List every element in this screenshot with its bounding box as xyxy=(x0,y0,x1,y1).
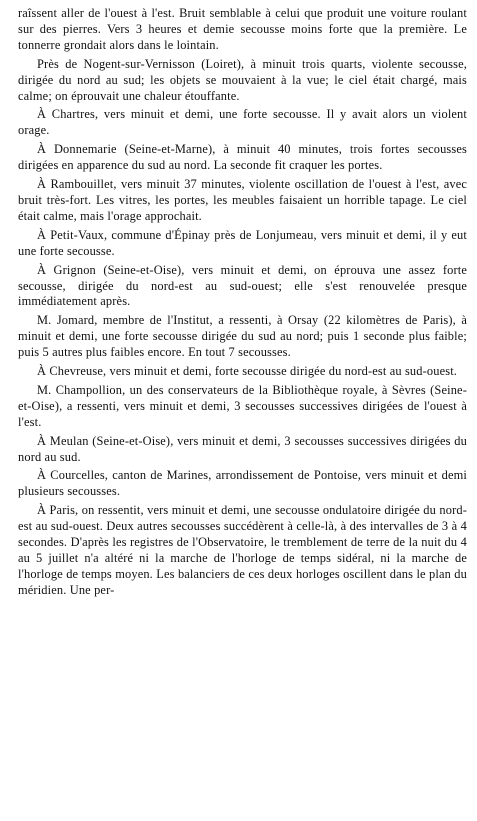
paragraph-paris: À Paris, on ressentit, vers minuit et demi, une secousse ondulatoire dirigée du nord-est au sud-ouest. Deux autres secousses succédèrent à celle-là, à des intervalles de 3 à 4 secondes. D'après les registres de l'Observatoire, le tremblement de terre de la nuit du 4 au 5 juillet n'a altéré ni la marche de l'horloge de temps sidéral, ni la marche de l'horloge de temps moyen. Les balanciers de ces deux horloges oscillent dans le plan du méridien. Une per- xyxy=(18,503,467,597)
paragraph-champollion-sevres: M. Champollion, un des conservateurs de la Bibliothèque royale, à Sèvres (Seine-et-Oise), a ressenti, vers minuit et demi, 3 secousses successives dirigées de l'ouest à l'est. xyxy=(18,382,467,429)
continuation-paragraph: raîssent aller de l'ouest à l'est. Bruit semblable à celui que produit une voiture roulant sur des pierres. Vers 3 heures et demie secousse moins forte que la première. Le tonnerre grondait alors dans le lointain. xyxy=(18,6,467,52)
paragraph-donnemarie: À Donnemarie (Seine-et-Marne), à minuit 40 minutes, trois fortes secousses dirigées en apparence du sud au nord. La seconde fit craquer les portes. xyxy=(18,142,467,173)
paragraph-chevreuse: À Chevreuse, vers minuit et demi, forte secousse dirigée du nord-est au sud-ouest. xyxy=(37,364,458,379)
paragraph-nogent-sur-vernisson: Près de Nogent-sur-Vernisson (Loiret), à minuit trois quarts, violente secousse, dirigée du nord au sud; les objets se mouvaient à la vue; le ciel était chargé, mais calme; on éprouvait une chaleur étouffante. xyxy=(18,56,467,103)
paragraph-courcelles: À Courcelles, canton de Marines, arrondissement de Pontoise, vers minuit et demi plusieurs secousses. xyxy=(18,468,467,499)
paragraph-petit-vaux: À Petit-Vaux, commune d'Épinay près de Lonjumeau, vers minuit et demi, il y eut une forte secousse. xyxy=(18,227,467,258)
page-text-column xyxy=(18,6,467,599)
paragraph-jomard-orsay: M. Jomard, membre de l'Institut, a ressenti, à Orsay (22 kilomètres de Paris), à minuit et demi, une forte secousse dirigée du sud au nord; puis 1 seconde plus faible; puis 5 autres plus faibles encore. En tout 7 secousses. xyxy=(18,313,467,360)
paragraph-grignon: À Grignon (Seine-et-Oise), vers minuit et demi, on éprouva une assez forte secousse, dirigée du nord-est au sud-ouest; elle s'est renouvelée presque immédiatement après. xyxy=(18,262,467,309)
paragraph-chartres: À Chartres, vers minuit et demi, une forte secousse. Il y avait alors un violent orage. xyxy=(18,107,467,138)
paragraph-meulan: À Meulan (Seine-et-Oise), vers minuit et demi, 3 secousses successives dirigées du nord au sud. xyxy=(18,433,467,464)
paragraph-rambouillet: À Rambouillet, vers minuit 37 minutes, violente oscillation de l'ouest à l'est, avec bruit très-fort. Les vitres, les portes, les meubles faisaient un horrible tapage. Le ciel était calme, mais l'orage approchait. xyxy=(18,177,467,223)
